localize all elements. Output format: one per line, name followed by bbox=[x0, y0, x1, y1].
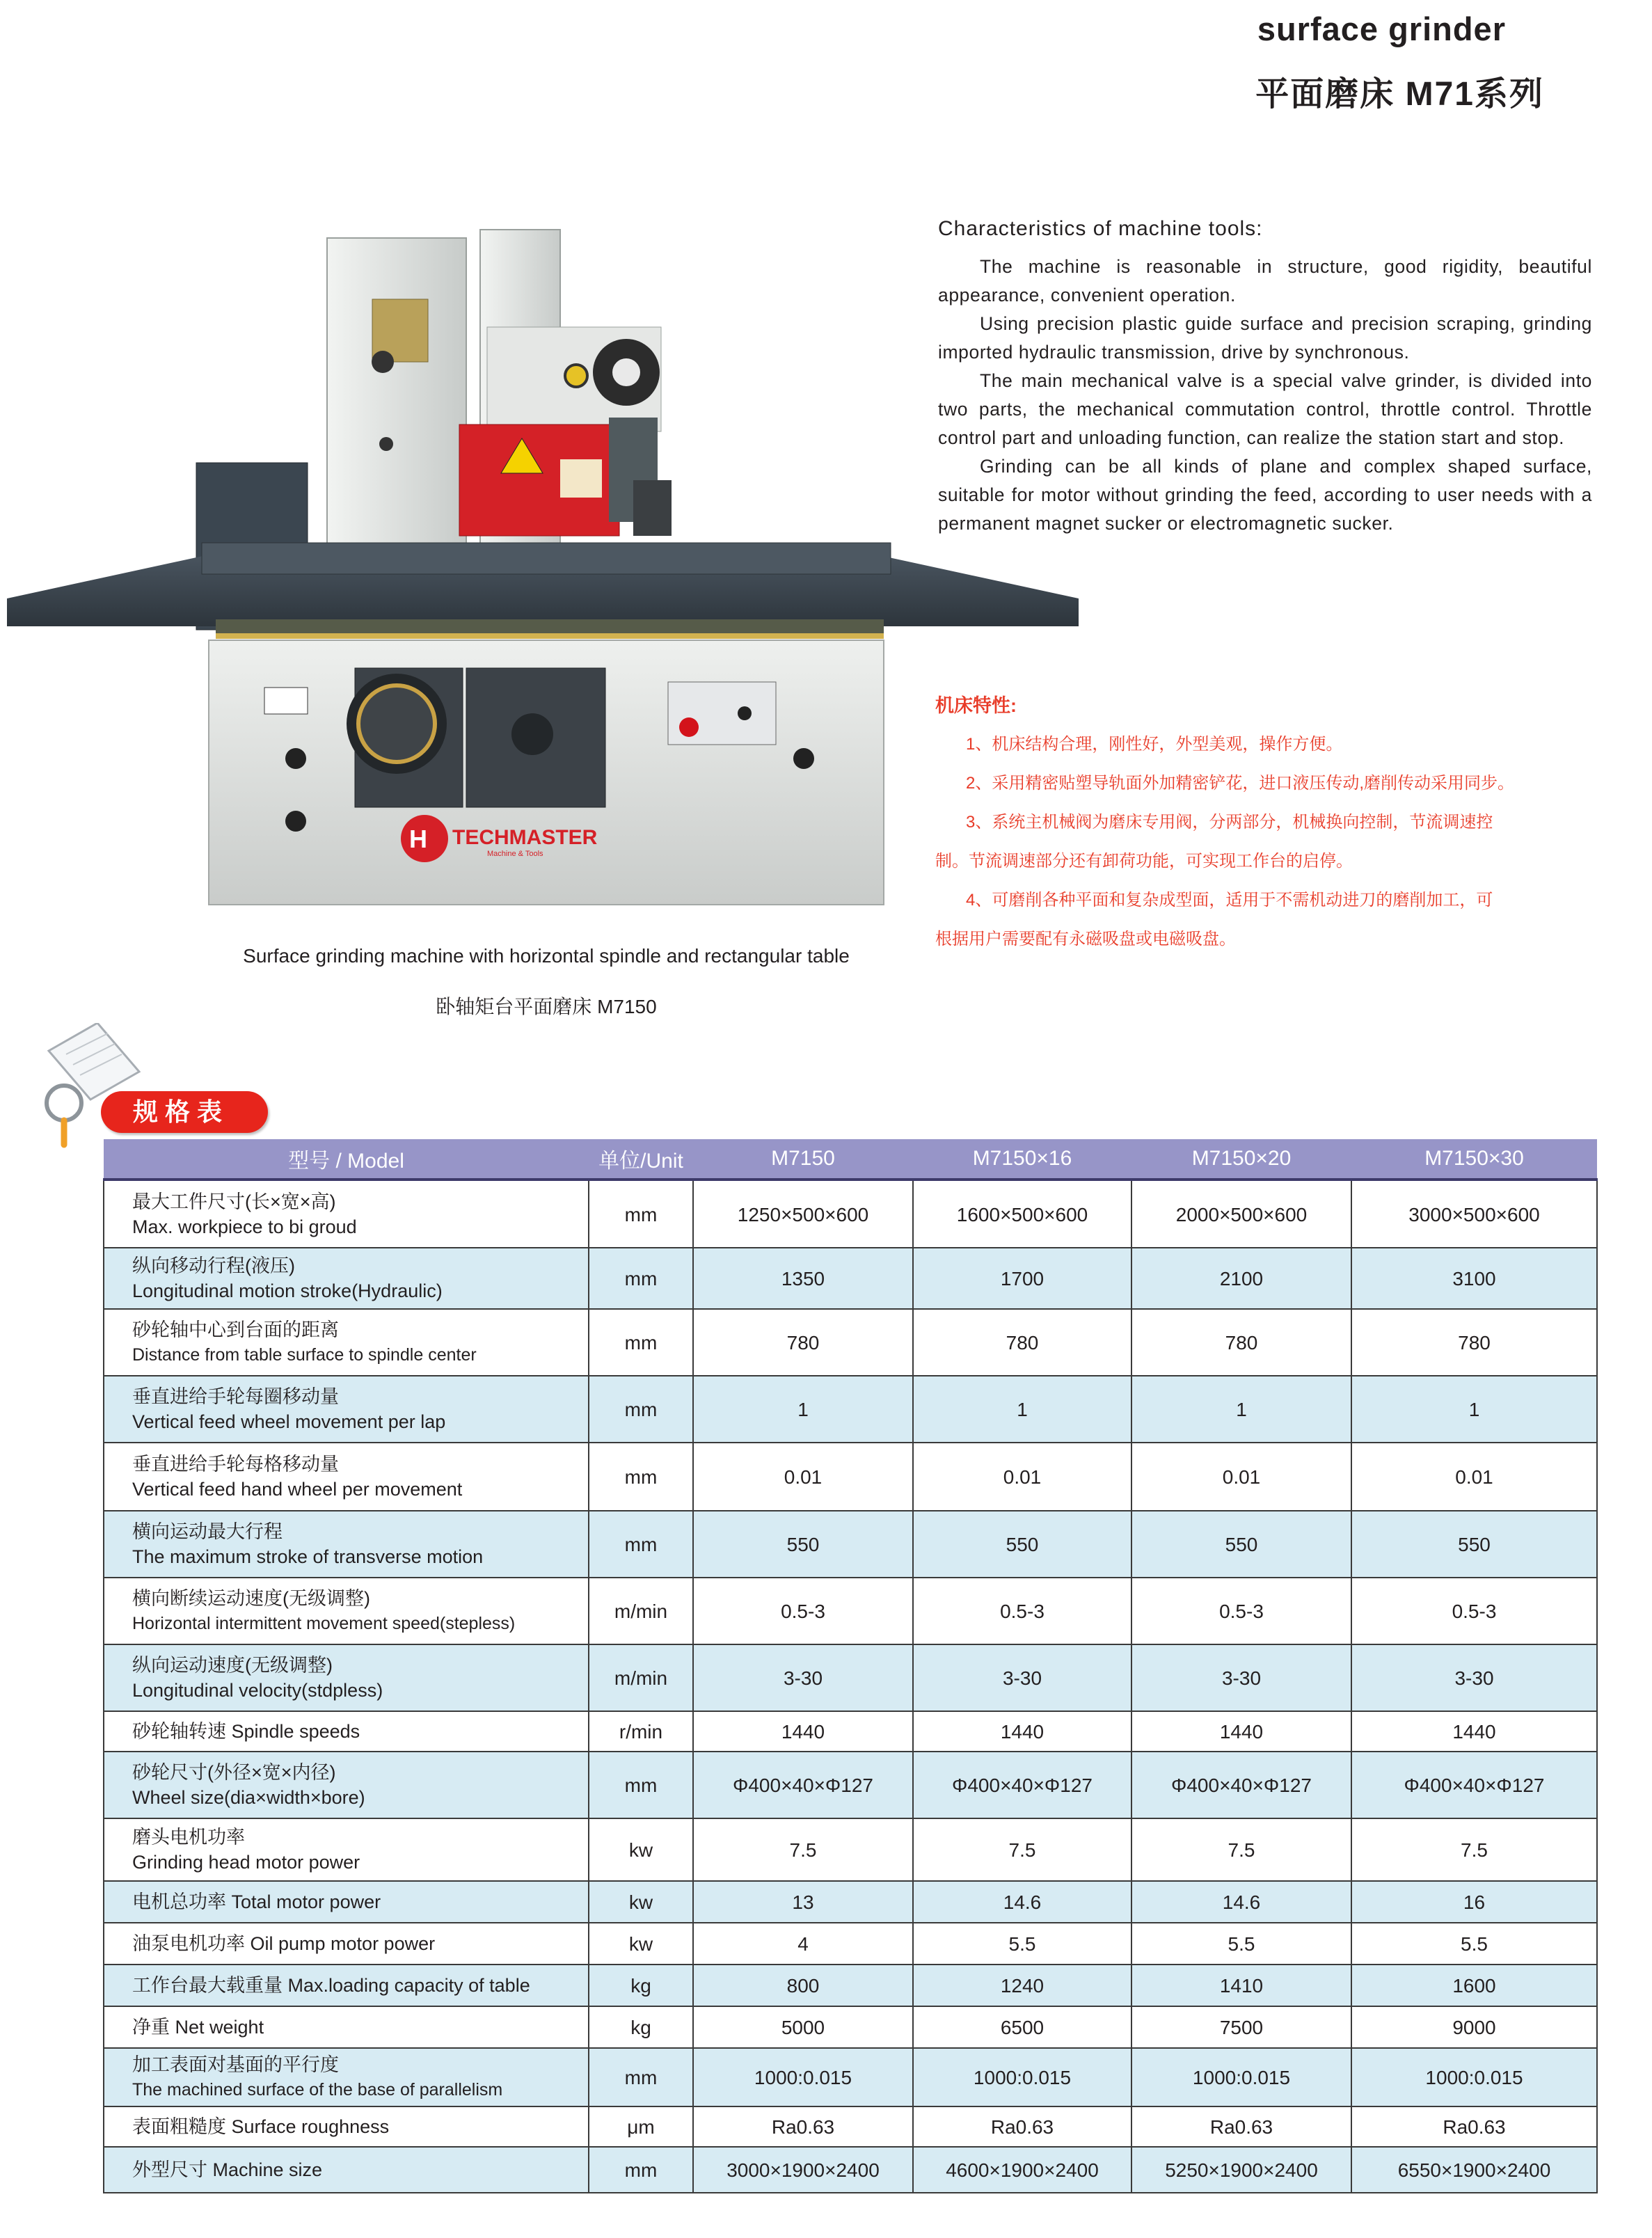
spec-value: 5.5 bbox=[1131, 1923, 1351, 1965]
spec-value: 3000×1900×2400 bbox=[693, 2147, 913, 2193]
spec-param bbox=[104, 2106, 589, 2147]
spec-value: 3-30 bbox=[1351, 1644, 1597, 1711]
spec-unit: kg bbox=[589, 1965, 693, 2006]
spec-param bbox=[104, 1578, 589, 1644]
spec-param-en: Wheel size(dia×width×bore) bbox=[132, 1787, 365, 1808]
photo-caption-cn: 卧轴矩台平面磨床 M7150 bbox=[436, 996, 657, 1017]
spec-param bbox=[104, 1644, 589, 1711]
spec-param-en: Horizontal intermittent movement speed(stepless) bbox=[132, 1614, 516, 1633]
spec-table-badge: 规格表 bbox=[101, 1091, 268, 1133]
spec-value: 780 bbox=[913, 1309, 1131, 1376]
spec-value: 1000:0.015 bbox=[693, 2048, 913, 2106]
spec-value: 1700 bbox=[913, 1248, 1131, 1309]
header-m7150x20: M7150×20 bbox=[1131, 1139, 1351, 1180]
spec-value: 4600×1900×2400 bbox=[913, 2147, 1131, 2193]
spec-value: 550 bbox=[693, 1511, 913, 1578]
spec-param-en: Vertical feed hand wheel per movement bbox=[132, 1479, 463, 1500]
spec-unit: mm bbox=[589, 1248, 693, 1309]
characteristics-cn-title: 机床特性: bbox=[935, 695, 1017, 716]
spec-unit: mm bbox=[589, 2048, 693, 2106]
spec-value: 4 bbox=[693, 1923, 913, 1965]
spec-value: 780 bbox=[1131, 1309, 1351, 1376]
spec-value: 1440 bbox=[1131, 1711, 1351, 1752]
spec-row bbox=[104, 1752, 1597, 1818]
page-title-cn: 平面磨床 M71系列 bbox=[1255, 76, 1544, 113]
spec-value: 7.5 bbox=[913, 1818, 1131, 1881]
spec-value: 1440 bbox=[1351, 1711, 1597, 1752]
spec-param bbox=[104, 1818, 589, 1881]
characteristics-paragraph: The machine is reasonable in structure, good rigidity, beautiful appearance, convenient operation. bbox=[938, 256, 1592, 305]
spec-value: 5.5 bbox=[913, 1923, 1131, 1965]
spec-unit: kw bbox=[589, 1818, 693, 1881]
spec-param-cn: 砂轮尺寸(外径×宽×内径) bbox=[132, 1762, 336, 1783]
spec-value: 1000:0.015 bbox=[1131, 2048, 1351, 2106]
spec-value: 1000:0.015 bbox=[1351, 2048, 1597, 2106]
spec-value: 3-30 bbox=[693, 1644, 913, 1711]
spec-value: 1000:0.015 bbox=[913, 2048, 1131, 2106]
svg-text:TECHMASTER: TECHMASTER bbox=[452, 826, 598, 849]
photo-caption-en: Surface grinding machine with horizontal spindle and rectangular table bbox=[243, 945, 850, 967]
spec-param-en: Longitudinal motion stroke(Hydraulic) bbox=[132, 1280, 443, 1301]
spec-param bbox=[104, 1711, 589, 1752]
spec-value: Φ400×40×Φ127 bbox=[1131, 1752, 1351, 1818]
spec-value: 7.5 bbox=[1351, 1818, 1597, 1881]
spec-value: Φ400×40×Φ127 bbox=[913, 1752, 1131, 1818]
spec-value: 14.6 bbox=[1131, 1881, 1351, 1923]
spec-param bbox=[104, 1248, 589, 1309]
spec-param-cn: 垂直进给手轮每圈移动量 bbox=[132, 1386, 339, 1407]
spec-value: 0.5-3 bbox=[1131, 1578, 1351, 1644]
spec-unit: mm bbox=[589, 1511, 693, 1578]
spec-param-en: Grinding head motor power bbox=[132, 1852, 360, 1873]
spec-value: 1 bbox=[1351, 1376, 1597, 1443]
spec-param bbox=[104, 1443, 589, 1511]
spec-value: 800 bbox=[693, 1965, 913, 2006]
spec-value: 6550×1900×2400 bbox=[1351, 2147, 1597, 2193]
header-m7150x16: M7150×16 bbox=[913, 1139, 1131, 1180]
characteristics-cn-item: 4、可磨削各种平面和复杂成型面，适用于不需机动进刀的磨削加工，可 bbox=[966, 891, 1493, 910]
spec-unit: mm bbox=[589, 1309, 693, 1376]
spec-param-cn: 横向断续运动速度(无级调整) bbox=[132, 1588, 370, 1609]
spec-value: 3-30 bbox=[1131, 1644, 1351, 1711]
spec-value: 5250×1900×2400 bbox=[1131, 2147, 1351, 2193]
characteristics-cn-item-cont: 制。节流调速部分还有卸荷功能，可实现工作台的启停。 bbox=[935, 852, 1353, 871]
spec-header-row bbox=[104, 1139, 1597, 1180]
spec-value: 0.01 bbox=[693, 1443, 913, 1511]
spec-value: 6500 bbox=[913, 2006, 1131, 2048]
spec-value: Φ400×40×Φ127 bbox=[693, 1752, 913, 1818]
spec-value: 1410 bbox=[1131, 1965, 1351, 2006]
spec-param-cn: 净重 Net weight bbox=[132, 2017, 264, 2038]
spec-value: 13 bbox=[693, 1881, 913, 1923]
spec-value: 1240 bbox=[913, 1965, 1131, 2006]
characteristics-paragraph: Using precision plastic guide surface and precision scraping, grinding imported hydraulic transmission, drive by synchronous. bbox=[938, 313, 1592, 363]
spec-value: 7.5 bbox=[1131, 1818, 1351, 1881]
spec-value: 9000 bbox=[1351, 2006, 1597, 2048]
spec-value: 1 bbox=[913, 1376, 1131, 1443]
spec-value: 780 bbox=[693, 1309, 913, 1376]
spec-value: 14.6 bbox=[913, 1881, 1131, 1923]
spec-param-cn: 砂轮轴转速 Spindle speeds bbox=[132, 1721, 360, 1742]
spec-row bbox=[104, 2106, 1597, 2147]
spec-param-en: Vertical feed wheel movement per lap bbox=[132, 1411, 446, 1432]
header-model: 型号 / Model bbox=[104, 1139, 589, 1180]
spec-value: Ra0.63 bbox=[1351, 2106, 1597, 2147]
spec-param bbox=[104, 2147, 589, 2193]
spec-param-en: The maximum stroke of transverse motion bbox=[132, 1546, 484, 1567]
machine-photo bbox=[7, 223, 1079, 926]
spec-value: 1350 bbox=[693, 1248, 913, 1309]
header-m7150: M7150 bbox=[693, 1139, 913, 1180]
spec-param bbox=[104, 1511, 589, 1578]
svg-text:H: H bbox=[409, 825, 427, 853]
spec-param-cn: 纵向移动行程(液压) bbox=[132, 1255, 295, 1276]
characteristics-cn bbox=[935, 690, 1589, 959]
spec-value: 3100 bbox=[1351, 1248, 1597, 1309]
spec-param bbox=[104, 1180, 589, 1248]
characteristics-paragraph: Grinding can be all kinds of plane and complex shaped surface, suitable for motor without grinding the feed, according to user needs with a permanent magnet sucker or electromagnetic sucker. bbox=[938, 456, 1592, 534]
spec-row bbox=[104, 1923, 1597, 1965]
spec-value: 550 bbox=[1131, 1511, 1351, 1578]
spec-table bbox=[103, 1139, 1598, 2193]
spec-param bbox=[104, 1965, 589, 2006]
spec-param-cn: 磨头电机功率 bbox=[132, 1827, 245, 1848]
spec-param-en: Max. workpiece to bi groud bbox=[132, 1216, 357, 1237]
spec-value: 1600×500×600 bbox=[913, 1180, 1131, 1248]
spec-param bbox=[104, 1752, 589, 1818]
spec-param-cn: 表面粗糙度 Surface roughness bbox=[132, 2116, 390, 2137]
spec-row bbox=[104, 1511, 1597, 1578]
page-title-en: surface grinder bbox=[1257, 10, 1506, 47]
spec-param-en: Longitudinal velocity(stdpless) bbox=[132, 1680, 383, 1701]
spec-value: Ra0.63 bbox=[693, 2106, 913, 2147]
characteristics-cn-item-cont: 根据用户需要配有永磁吸盘或电磁吸盘。 bbox=[935, 930, 1236, 949]
spec-value: 1 bbox=[693, 1376, 913, 1443]
spec-value: 550 bbox=[1351, 1511, 1597, 1578]
spec-value: 1440 bbox=[693, 1711, 913, 1752]
spec-value: 7.5 bbox=[693, 1818, 913, 1881]
spec-row bbox=[104, 1818, 1597, 1881]
spec-param-cn: 砂轮轴中心到台面的距离 bbox=[132, 1319, 339, 1340]
spec-unit: mm bbox=[589, 1443, 693, 1511]
spec-value: 5.5 bbox=[1351, 1923, 1597, 1965]
spec-unit: m/min bbox=[589, 1578, 693, 1644]
spec-value: 1 bbox=[1131, 1376, 1351, 1443]
spec-unit: mm bbox=[589, 1376, 693, 1443]
spec-unit: kw bbox=[589, 1923, 693, 1965]
spec-param-cn: 加工表面对基面的平行度 bbox=[132, 2054, 339, 2075]
spec-row bbox=[104, 2147, 1597, 2193]
spec-value: 2000×500×600 bbox=[1131, 1180, 1351, 1248]
spec-param-cn: 纵向运动速度(无级调整) bbox=[132, 1655, 333, 1676]
spec-param-cn: 横向运动最大行程 bbox=[132, 1521, 283, 1542]
spec-value: 16 bbox=[1351, 1881, 1597, 1923]
svg-text:Machine & Tools: Machine & Tools bbox=[487, 850, 543, 858]
characteristics-cn-item: 3、系统主机械阀为磨床专用阀，分两部分，机械换向控制，节流调速控 bbox=[966, 813, 1493, 832]
spec-param-en: The machined surface of the base of parallelism bbox=[132, 2080, 503, 2100]
spec-row bbox=[104, 2006, 1597, 2048]
spec-value: 1250×500×600 bbox=[693, 1180, 913, 1248]
spec-value: 2100 bbox=[1131, 1248, 1351, 1309]
spec-value: 0.01 bbox=[1131, 1443, 1351, 1511]
characteristics-en bbox=[938, 214, 1592, 538]
spec-value: 1440 bbox=[913, 1711, 1131, 1752]
spec-row bbox=[104, 1644, 1597, 1711]
spec-unit: mm bbox=[589, 1180, 693, 1248]
characteristics-cn-item: 1、机床结构合理，刚性好，外型美观，操作方便。 bbox=[966, 735, 1343, 754]
spec-param bbox=[104, 1923, 589, 1965]
spec-unit: m/min bbox=[589, 1644, 693, 1711]
spec-value: Φ400×40×Φ127 bbox=[1351, 1752, 1597, 1818]
spec-param-cn: 垂直进给手轮每格移动量 bbox=[132, 1454, 339, 1475]
spec-row bbox=[104, 1376, 1597, 1443]
spec-value: Ra0.63 bbox=[913, 2106, 1131, 2147]
spec-value: 3000×500×600 bbox=[1351, 1180, 1597, 1248]
spec-value: 780 bbox=[1351, 1309, 1597, 1376]
spec-unit: kg bbox=[589, 2006, 693, 2048]
spec-value: Ra0.63 bbox=[1131, 2106, 1351, 2147]
spec-unit: mm bbox=[589, 2147, 693, 2193]
spec-row bbox=[104, 2048, 1597, 2106]
spec-row bbox=[104, 1965, 1597, 2006]
spec-param-cn: 电机总功率 Total motor power bbox=[132, 1891, 381, 1912]
spec-row bbox=[104, 1309, 1597, 1376]
spec-param bbox=[104, 2006, 589, 2048]
spec-row bbox=[104, 1443, 1597, 1511]
spec-value: 1600 bbox=[1351, 1965, 1597, 2006]
characteristics-paragraph: The main mechanical valve is a special valve grinder, is divided into two parts, the mechanical commutation control, throttle control. Throttle control part and unloading function, can realize the station start and stop. bbox=[938, 370, 1592, 448]
spec-param-en: Distance from table surface to spindle center bbox=[132, 1345, 477, 1365]
spec-param-cn: 外型尺寸 Machine size bbox=[132, 2159, 323, 2180]
spec-value: 3-30 bbox=[913, 1644, 1131, 1711]
spec-unit: kw bbox=[589, 1881, 693, 1923]
spec-param bbox=[104, 1376, 589, 1443]
spec-value: 7500 bbox=[1131, 2006, 1351, 2048]
spec-value: 5000 bbox=[693, 2006, 913, 2048]
spec-row bbox=[104, 1881, 1597, 1923]
spec-value: 550 bbox=[913, 1511, 1131, 1578]
spec-param-cn: 最大工件尺寸(长×宽×高) bbox=[132, 1191, 336, 1212]
spec-unit: r/min bbox=[589, 1711, 693, 1752]
spec-value: 0.01 bbox=[1351, 1443, 1597, 1511]
characteristics-title: Characteristics of machine tools: bbox=[938, 217, 1263, 240]
spec-value: 0.5-3 bbox=[1351, 1578, 1597, 1644]
spec-row bbox=[104, 1711, 1597, 1752]
spec-value: 0.5-3 bbox=[693, 1578, 913, 1644]
spec-value: 0.5-3 bbox=[913, 1578, 1131, 1644]
spec-param-cn: 油泵电机功率 Oil pump motor power bbox=[132, 1933, 436, 1954]
header-unit: 单位/Unit bbox=[589, 1139, 693, 1180]
spec-unit: μm bbox=[589, 2106, 693, 2147]
spec-param bbox=[104, 1881, 589, 1923]
characteristics-cn-item: 2、采用精密贴塑导轨面外加精密铲花，进口液压传动,磨削传动采用同步。 bbox=[966, 774, 1515, 793]
spec-param bbox=[104, 2048, 589, 2106]
spec-param bbox=[104, 1309, 589, 1376]
header-m7150x30: M7150×30 bbox=[1351, 1139, 1597, 1180]
spec-value: 0.01 bbox=[913, 1443, 1131, 1511]
spec-row bbox=[104, 1248, 1597, 1309]
spec-row bbox=[104, 1578, 1597, 1644]
spec-row bbox=[104, 1180, 1597, 1248]
spec-param-cn: 工作台最大载重量 Max.loading capacity of table bbox=[132, 1975, 530, 1996]
spec-unit: mm bbox=[589, 1752, 693, 1818]
